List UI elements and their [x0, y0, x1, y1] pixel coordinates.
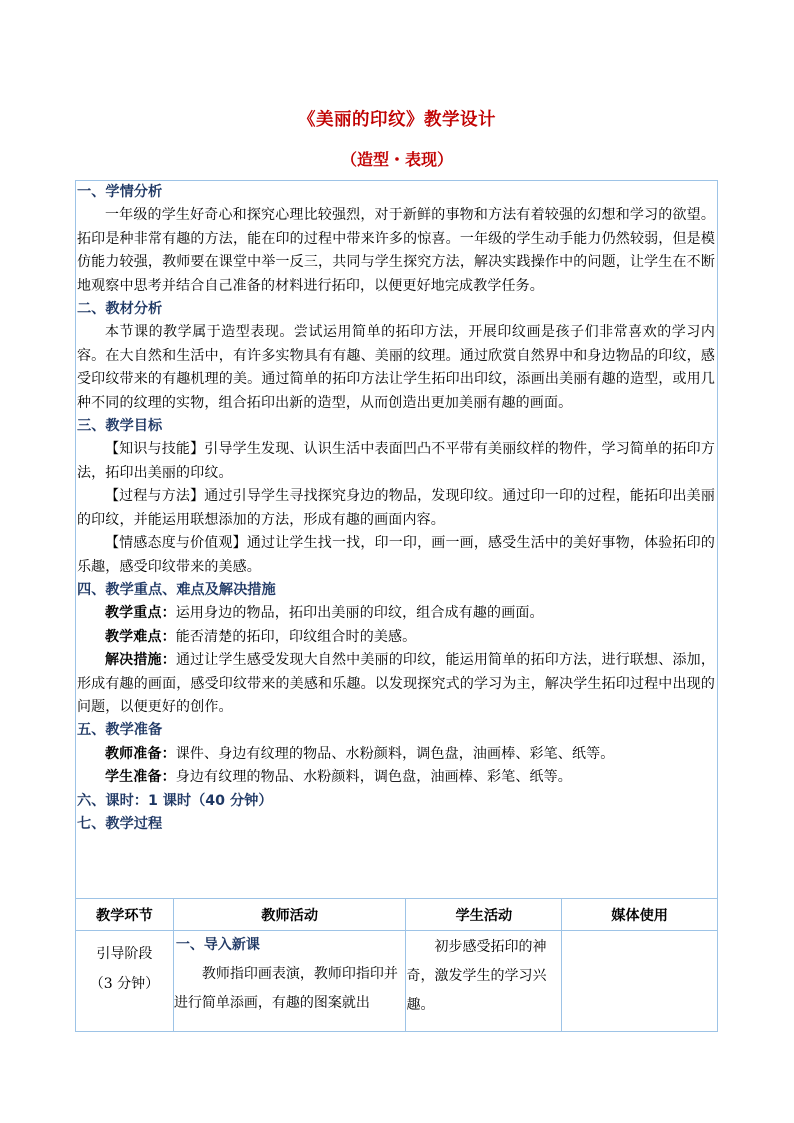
section-heading: 六、课时：1 课时（40 分钟）: [77, 792, 273, 809]
objective-attitude: 【情感态度与价值观】通过让学生找一找，印一印，画一画，感受生活中的美好事物，体验拓印的乐趣，感受印纹带来的美感。: [77, 535, 715, 575]
table-header-cell: 教学环节: [76, 899, 174, 931]
student-prep-text: 身边有纹理的物品、水粉颜料，调色盘，油画棒、彩笔、纸等。: [175, 769, 572, 786]
table-header-cell: 媒体使用: [562, 899, 718, 931]
section-paragraph: 一年级的学生好奇心和探究心理比较强烈，对于新鲜的事物和方法有着较强的幻想和学习的欲望。拓印是种非常有趣的方法，能在印的过程中带来许多的惊喜。一年级的学生动手能力仍然较弱，但是模仿能力较强，教师要在课堂中举一反三，共同与学生探究方法，解决实践操作中的问题，让学生在不断地观察中思考并结合自己准备的材料进行拓印，以便更好地完成教学任务。: [77, 207, 715, 294]
table-row: [76, 931, 718, 1032]
student-activity-text: 初步感受拓印的神奇，激发学生的学习兴趣。: [406, 939, 547, 1013]
table-header-cell: 学生活动: [406, 899, 562, 931]
teacher-preparation: [77, 743, 715, 766]
document-title: 《美丽的印纹》教学设计: [298, 110, 496, 130]
key-point-label: 教学重点：: [105, 605, 176, 622]
difficulty-text: 能否清楚的拓印，印纹组合时的美感。: [175, 628, 417, 645]
teacher-prep-text: 课件、身边有纹理的物品、水粉颜料，调色盘，油画棒、彩笔、纸等。: [175, 745, 615, 762]
stage-cell: [76, 931, 174, 1032]
content-body: [77, 181, 715, 836]
solution-label: 解决措施：: [105, 652, 176, 669]
solution-text: 通过让学生感受发现大自然中美丽的印纹，能运用简单的拓印方法，进行联想、添加，形成有趣的画面，感受印纹带来的美感和乐趣。以发现探究式的学习为主，解决学生拓印过程中出现的问题，以便更好的创作。: [77, 652, 715, 715]
table-header-row: [76, 899, 718, 931]
section-heading: 二、教材分析: [77, 301, 163, 318]
section-heading: 三、教学目标: [77, 418, 163, 435]
media-cell: [562, 931, 718, 1032]
difficulty-label: 教学难点：: [105, 628, 176, 645]
student-prep-label: 学生准备：: [105, 769, 176, 786]
key-point: [77, 602, 715, 625]
solution-measures: [77, 649, 715, 719]
objective-process: 【过程与方法】通过引导学生寻找探究身边的物品，发现印纹。通过印一印的过程，能拓印出美丽的印纹，并能运用联想添加的方法，形成有趣的画面内容。: [77, 488, 715, 528]
section-paragraph: 本节课的教学属于造型表现。尝试运用简单的拓印方法，开展印纹画是孩子们非常喜欢的学习内容。在大自然和生活中，有许多实物具有有趣、美丽的纹理。通过欣赏自然界中和身边物品的印纹，感受印纹带来的有趣机理的美。通过简单的拓印方法让学生拓印出印纹，添画出美丽有趣的造型，或用几种不同的纹理的实物，组合拓印出新的造型，从而创造出更加美丽有趣的画面。: [77, 324, 715, 411]
difficulty-point: [77, 626, 715, 649]
section-heading: 四、教学重点、难点及解决措施: [77, 581, 276, 598]
teacher-activity-text: 教师指印画表演，教师印指印并进行简单添画，有趣的图案就出: [173, 966, 398, 1011]
student-activity-cell: [406, 931, 562, 1032]
stage-duration: （3 分钟）: [89, 976, 160, 992]
student-preparation: [77, 766, 715, 789]
section-heading: 一、学情分析: [77, 184, 163, 200]
section-heading: 七、教学过程: [77, 815, 163, 832]
teaching-process-table: [75, 898, 718, 1032]
objective-knowledge: 【知识与技能】引导学生发现、认识生活中表面凹凸不平带有美丽纹样的物件，学习简单的拓印方法，拓印出美丽的印纹。: [77, 441, 715, 481]
teacher-prep-label: 教师准备：: [105, 745, 176, 762]
teacher-activity-cell: [173, 931, 406, 1032]
stage-name: 引导阶段: [96, 946, 153, 962]
section-heading: 五、教学准备: [77, 722, 163, 739]
teacher-activity-heading: 一、导入新课: [175, 937, 260, 953]
document-subtitle: （造型・表现）: [340, 150, 453, 169]
key-point-text: 运用身边的物品，拓印出美丽的印纹，组合成有趣的画面。: [175, 605, 544, 622]
table-header-cell: 教师活动: [173, 899, 406, 931]
